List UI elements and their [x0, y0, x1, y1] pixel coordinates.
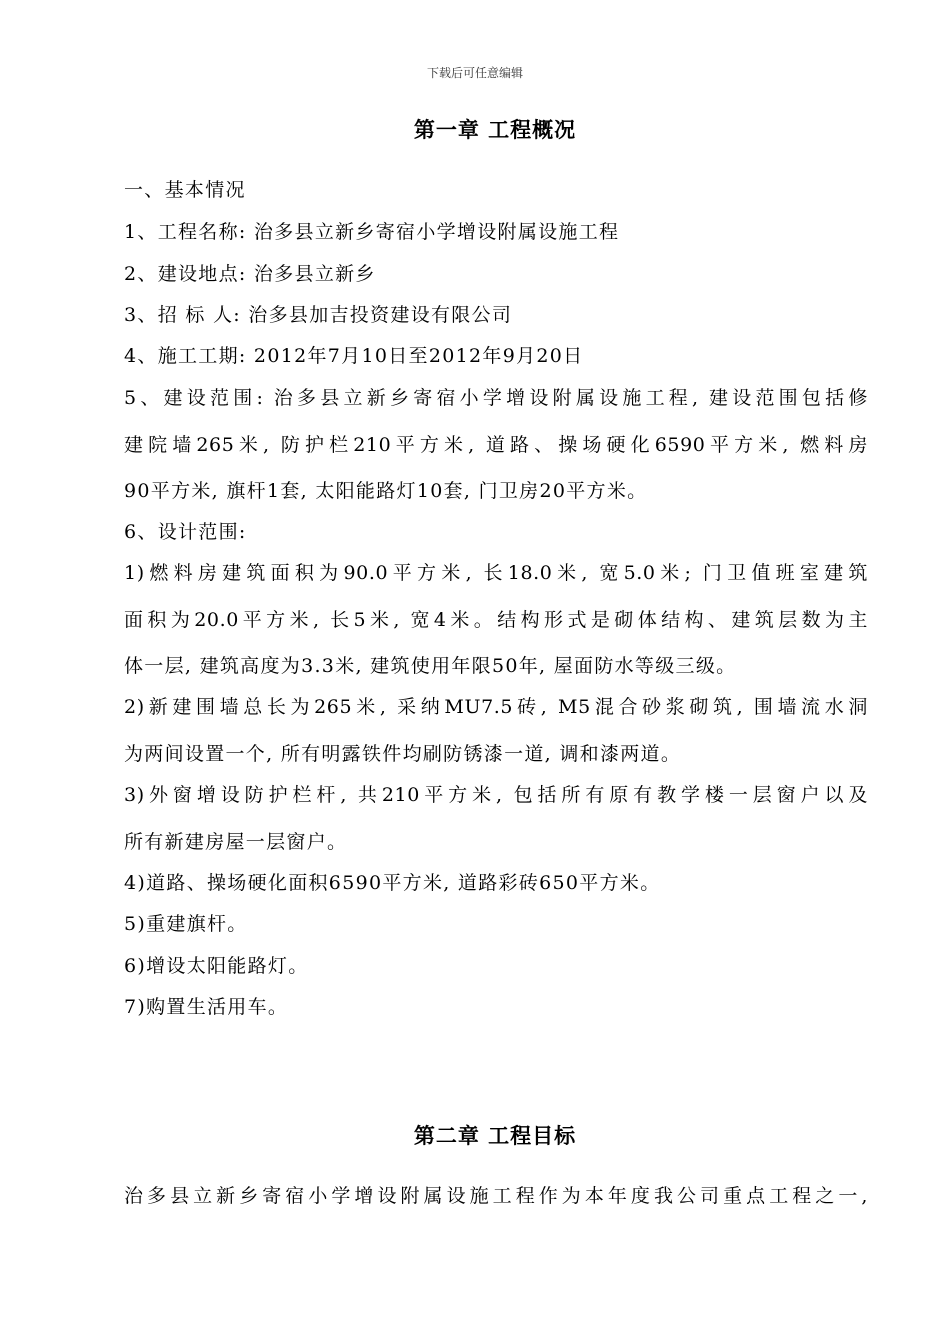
paragraph-line: 2)新建围墙总长为265米, 采纳MU7.5砖, M5混合砂浆砌筑, 围墙流水洞 [124, 696, 868, 718]
paragraph-line: 5)重建旗杆。 [124, 913, 248, 935]
header-note: 下载后可任意编辑 [426, 66, 523, 80]
paragraph-line: 4)道路、操场硬化面积6590平方米, 道路彩砖650平方米。 [124, 872, 661, 894]
paragraph-line: 为两间设置一个, 所有明露铁件均刷防锈漆一道, 调和漆两道。 [124, 743, 682, 765]
paragraph-line: 3)外窗增设防护栏杆, 共210平方米, 包括所有原有教学楼一层窗户以及 [124, 784, 868, 806]
paragraph-line: 90平方米, 旗杆1套, 太阳能路灯10套, 门卫房20平方米。 [124, 480, 648, 502]
paragraph-line: 体一层, 建筑高度为3.3米, 建筑使用年限50年, 屋面防水等级三级。 [124, 655, 737, 677]
paragraph-line: 1)燃料房建筑面积为90.0平方米, 长18.0米, 宽5.0米; 门卫值班室建筑 [124, 562, 868, 584]
paragraph-line: 5、建设范围: 治多县立新乡寄宿小学增设附属设施工程, 建设范围包括修 [124, 387, 868, 409]
paragraph-line: 1、工程名称: 治多县立新乡寄宿小学增设附属设施工程 [124, 221, 620, 243]
paragraph-line: 所有新建房屋一层窗户。 [124, 831, 348, 853]
section-title: 一、基本情况 [124, 179, 246, 201]
paragraph-line: 6、设计范围: [124, 521, 247, 543]
paragraph-line: 面积为20.0平方米, 长5米, 宽4米。结构形式是砌体结构、建筑层数为主 [124, 609, 868, 631]
paragraph-line: 建院墙265米, 防护栏210平方米, 道路、操场硬化6590平方米, 燃料房 [124, 434, 868, 456]
chapter1-title: 第一章 工程概况 [413, 118, 577, 142]
paragraph-line: 7)购置生活用车。 [124, 996, 289, 1018]
paragraph-line: 4、施工工期: 2012年7月10日至2012年9月20日 [124, 345, 584, 367]
chapter2-title: 第二章 工程目标 [413, 1124, 577, 1148]
paragraph-line: 3、招 标 人: 治多县加吉投资建设有限公司 [124, 304, 513, 326]
paragraph-line: 2、建设地点: 治多县立新乡 [124, 263, 376, 285]
paragraph-line: 6)增设太阳能路灯。 [124, 955, 309, 977]
paragraph-line: 治多县立新乡寄宿小学增设附属设施工程作为本年度我公司重点工程之一, [124, 1185, 868, 1207]
